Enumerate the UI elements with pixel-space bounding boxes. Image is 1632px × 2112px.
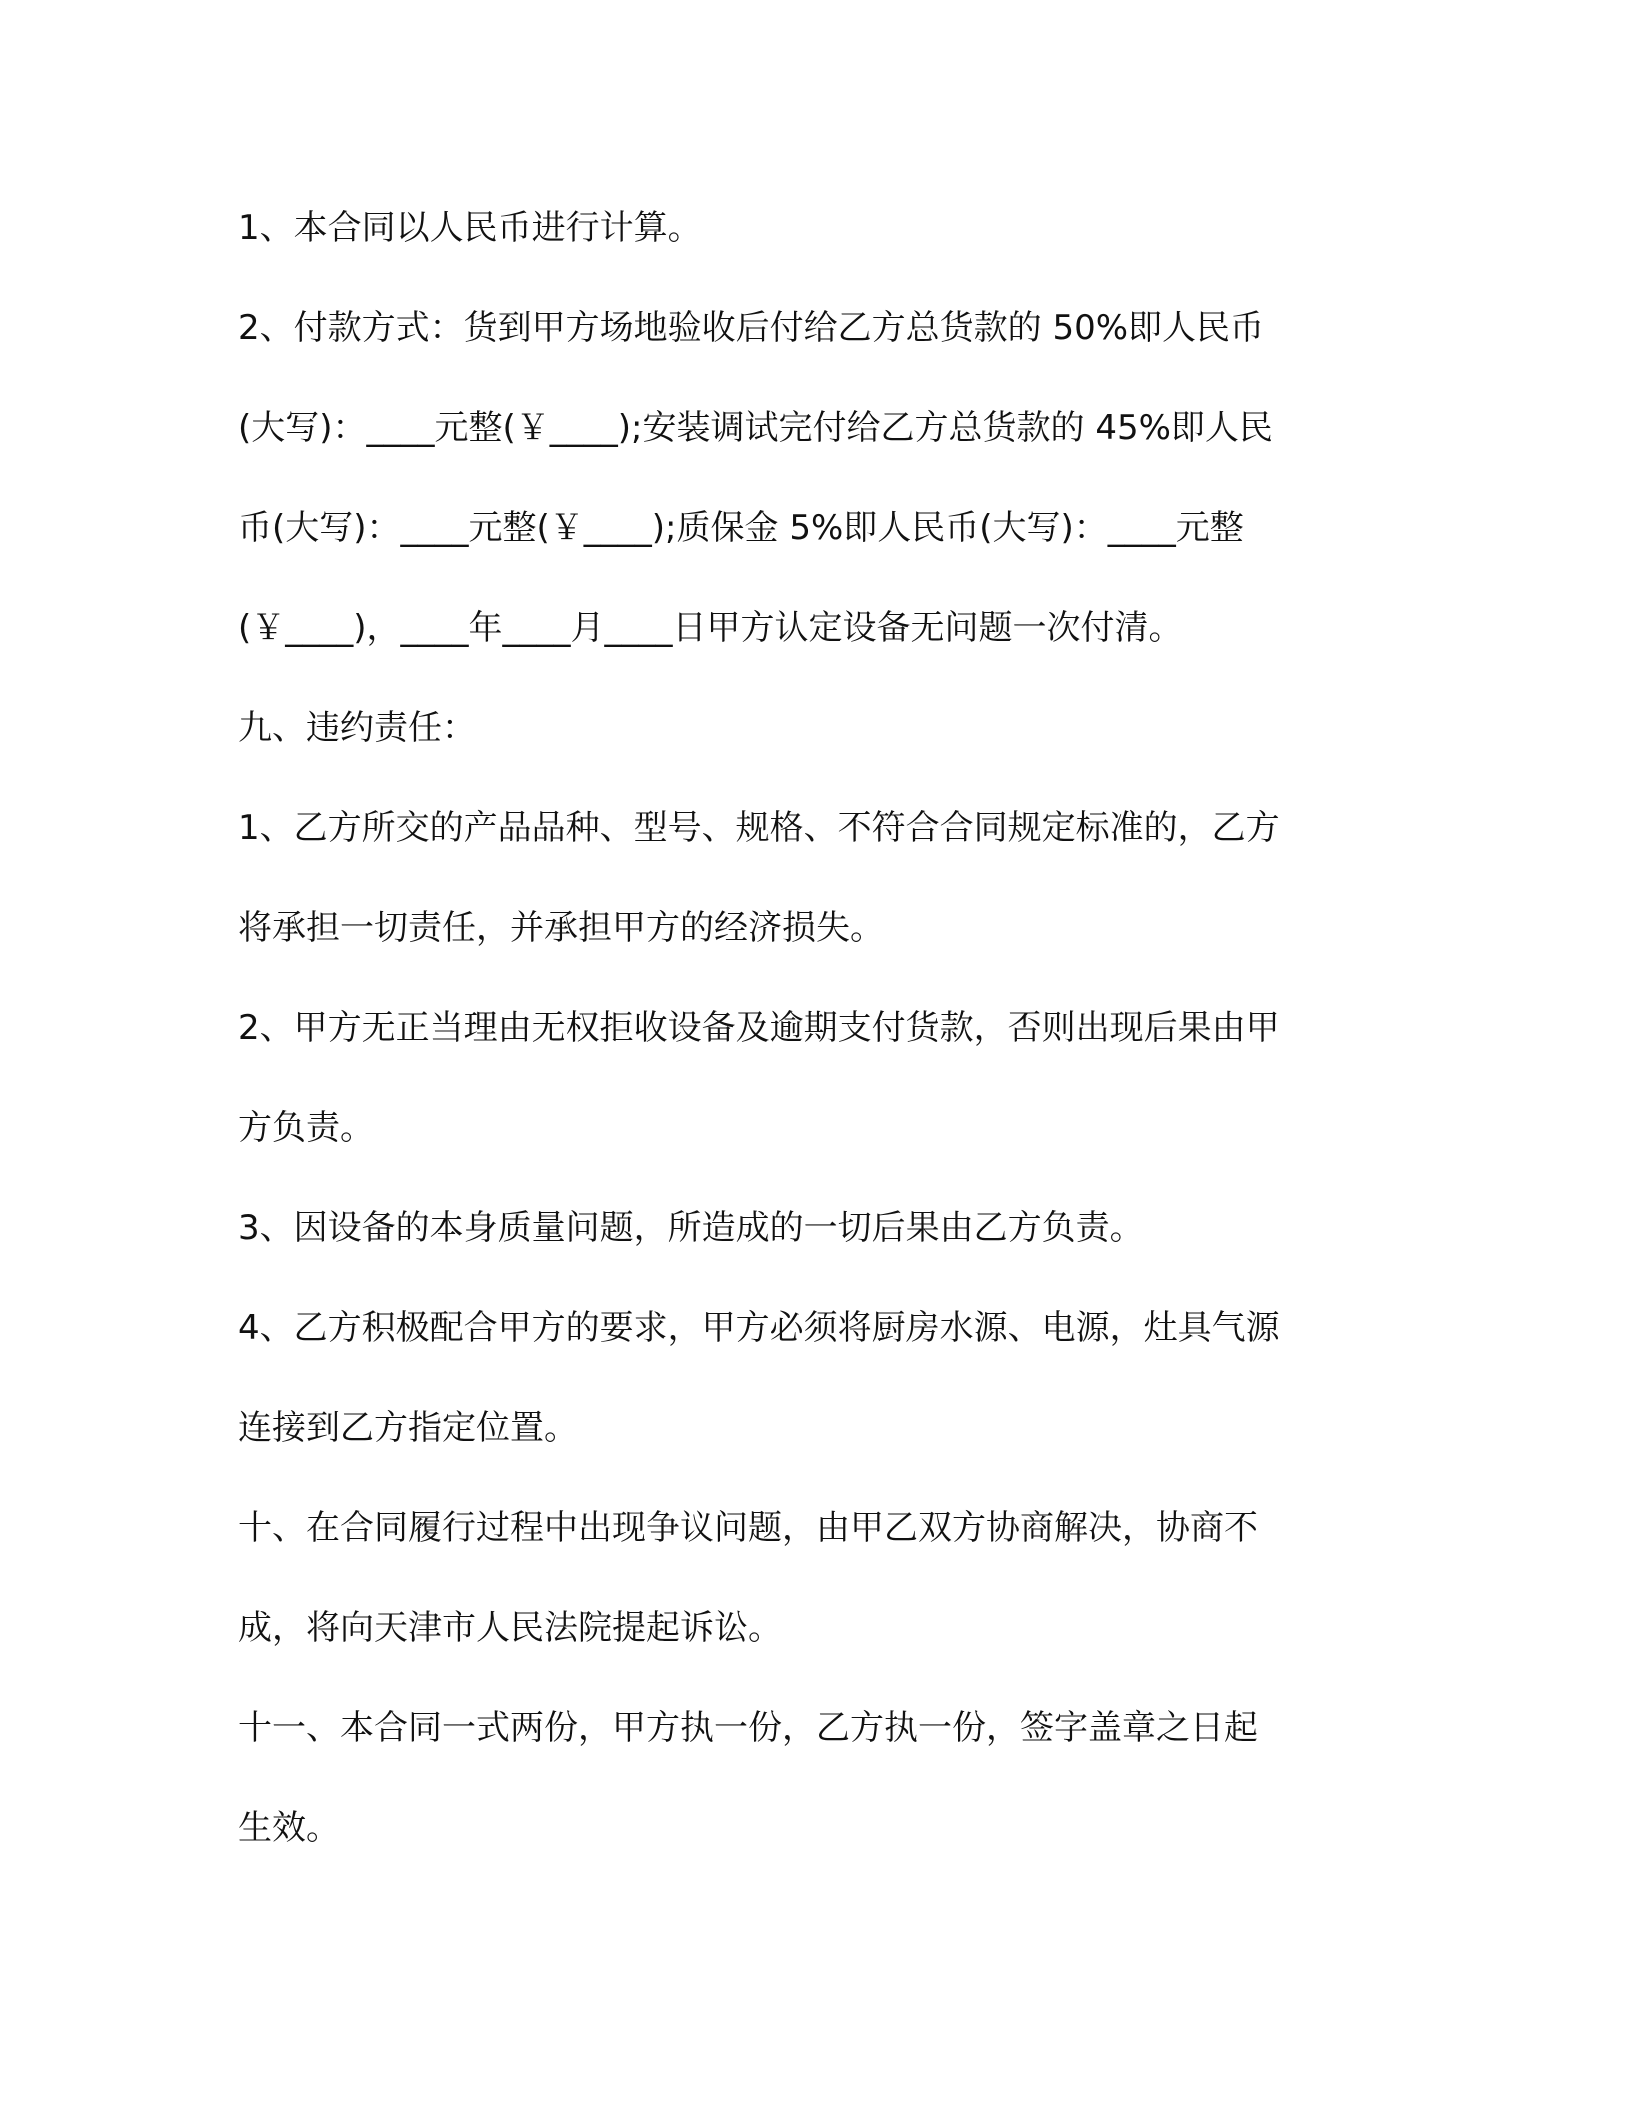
text-line-15: 成，将向天津市人民法院提起诉讼。 <box>238 1608 782 1648</box>
text-line-3: (大写)：____元整(￥____);安装调试完付给乙方总货款的 45%即人民 <box>238 408 1273 448</box>
text-line-7: 1、乙方所交的产品品种、型号、规格、不符合合同规定标准的，乙方 <box>238 808 1280 848</box>
text-line-4: 币(大写)：____元整(￥____);质保金 5%即人民币(大写)：____元整 <box>238 508 1244 548</box>
contract-body <box>238 178 1388 1878</box>
text-line-13: 连接到乙方指定位置。 <box>238 1408 578 1448</box>
text-line-11: 3、因设备的本身质量问题，所造成的一切后果由乙方负责。 <box>238 1208 1144 1248</box>
section-copies: 十一、本合同一式两份，甲方执一份，乙方执一份，签字盖章之日起 <box>238 1708 1258 1748</box>
text-line-8: 将承担一切责任，并承担甲方的经济损失。 <box>238 908 884 948</box>
text-line-2: 2、付款方式：货到甲方场地验收后付给乙方总货款的 50%即人民币 <box>238 308 1265 348</box>
section-dispute: 十、在合同履行过程中出现争议问题，由甲乙双方协商解决，协商不 <box>238 1508 1258 1548</box>
text-line-10: 方负责。 <box>238 1108 374 1148</box>
text-line-9: 2、甲方无正当理由无权拒收设备及逾期支付货款，否则出现后果由甲 <box>238 1008 1280 1048</box>
text-line-1: 1、本合同以人民币进行计算。 <box>238 208 702 248</box>
text-line-17: 生效。 <box>238 1808 340 1848</box>
section-heading-breach: 九、违约责任： <box>238 708 476 748</box>
text-line-5: (￥____)，____年____月____日甲方认定设备无问题一次付清。 <box>238 608 1183 648</box>
text-line-12: 4、乙方积极配合甲方的要求，甲方必须将厨房水源、电源，灶具气源 <box>238 1308 1280 1348</box>
